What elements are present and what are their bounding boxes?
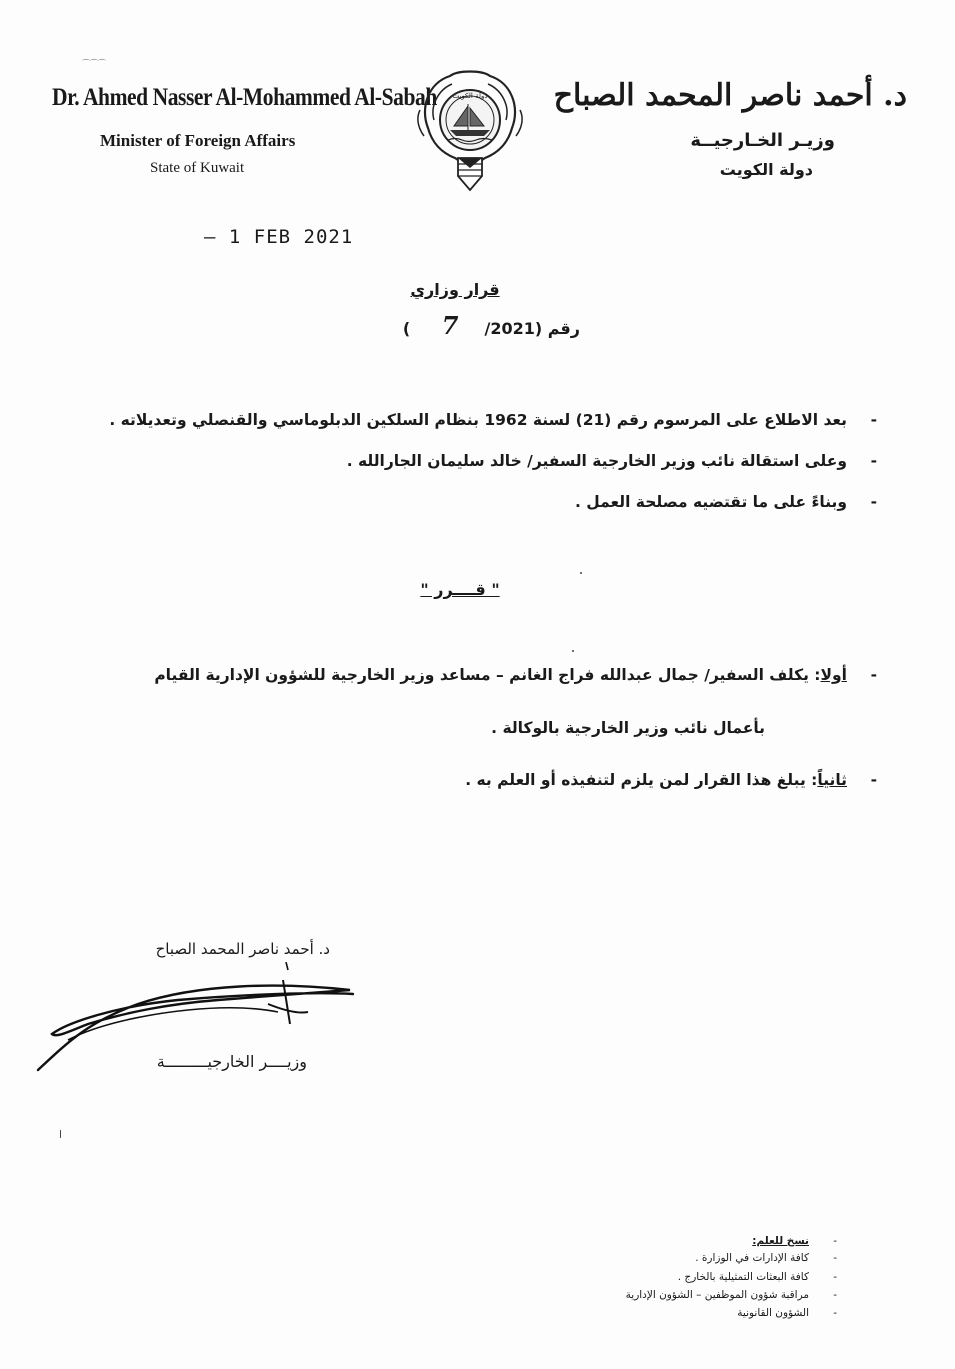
letterhead-english-name: Dr. Ahmed Nasser Al-Mohammed Al-Sabah (52, 84, 437, 111)
letterhead-english-state: State of Kuwait (150, 160, 245, 176)
clause-lead: أولا (820, 666, 847, 684)
cc-bullet: - (833, 1252, 837, 1264)
cc-item: مراقبة شؤون الموظفين – الشؤون الإدارية (625, 1289, 809, 1301)
preamble-item (100, 452, 877, 470)
clause-text: : يبلغ هذا القرار لمن يلزم لتنفيذه أو العلم به . (465, 771, 818, 789)
letterhead-english-title: Minister of Foreign Affairs (100, 131, 296, 150)
cc-bullet: - (833, 1235, 837, 1247)
bullet-mark: - (870, 452, 877, 470)
signatory-role: وزيــــر الخارجيـــــــــة (156, 1052, 307, 1071)
kuwait-emblem-icon (410, 58, 530, 208)
cc-bullet: - (833, 1271, 837, 1283)
bullet-mark: - (870, 666, 877, 684)
letterhead-arabic-name: د. أحمد ناصر المحمد الصباح (553, 78, 907, 113)
cc-item: كافة الإدارات في الوزارة . (695, 1252, 809, 1264)
cc-bullet: - (833, 1289, 837, 1301)
signatory-name: د. أحمد ناصر المحمد الصباح (155, 940, 330, 958)
letterhead-arabic-title: وزيـر الخـارجيــة (690, 130, 835, 151)
bullet-mark: - (870, 771, 877, 789)
resolves-heading: " قــــرر " (420, 580, 500, 599)
preamble-text: بعد الاطلاع على المرسوم رقم (21) لسنة 1962 بنظام السلكين الدبلوماسي والقنصلي وتعديلاته . (109, 411, 847, 429)
cc-heading: نسخ للعلم: (752, 1235, 809, 1247)
preamble-text: وبناءً على ما تقتضيه مصلحة العمل . (575, 493, 847, 511)
letterhead-arabic-state: دولة الكويت (719, 160, 813, 179)
cc-item: كافة البعثات التمثيلية بالخارج . (677, 1271, 809, 1283)
emblem-text: دولة الكويت (452, 92, 488, 100)
decision-number-suffix: /2021 ) (402, 319, 535, 338)
letterhead-mark: ⌒⌒⌒ (82, 59, 106, 68)
bullet-mark: - (870, 493, 877, 511)
preamble-item (100, 493, 877, 511)
preamble-item (100, 411, 877, 429)
date-stamp: – 1 FEB 2021 (204, 226, 354, 248)
clause-item (100, 666, 877, 684)
clause-continuation (100, 719, 765, 737)
preamble-text: وعلى استقالة نائب وزير الخارجية السفير/ خالد سليمان الجارالله . (346, 452, 847, 470)
decision-title: قرار وزاري (410, 280, 500, 299)
cc-item: الشؤون القانونية (737, 1307, 809, 1319)
decision-number-handwritten: 7 (441, 311, 459, 340)
bullet-mark: - (870, 411, 877, 429)
clause-text: : يكلف السفير/ جمال عبدالله فراج الغانم – مساعد وزير الخارجية للشؤون الإدارية القيام (154, 666, 821, 684)
decision-number-prefix: رقم ( (534, 319, 580, 338)
clause-lead: ثانياً (817, 771, 847, 789)
clause-text: بأعمال نائب وزير الخارجية بالوكالة . (491, 719, 765, 737)
clause-item (100, 771, 877, 789)
decision-number (403, 311, 580, 340)
scan-speck (580, 572, 582, 574)
scan-speck (60, 1130, 61, 1138)
scan-speck (572, 650, 574, 652)
cc-bullet: - (833, 1307, 837, 1319)
